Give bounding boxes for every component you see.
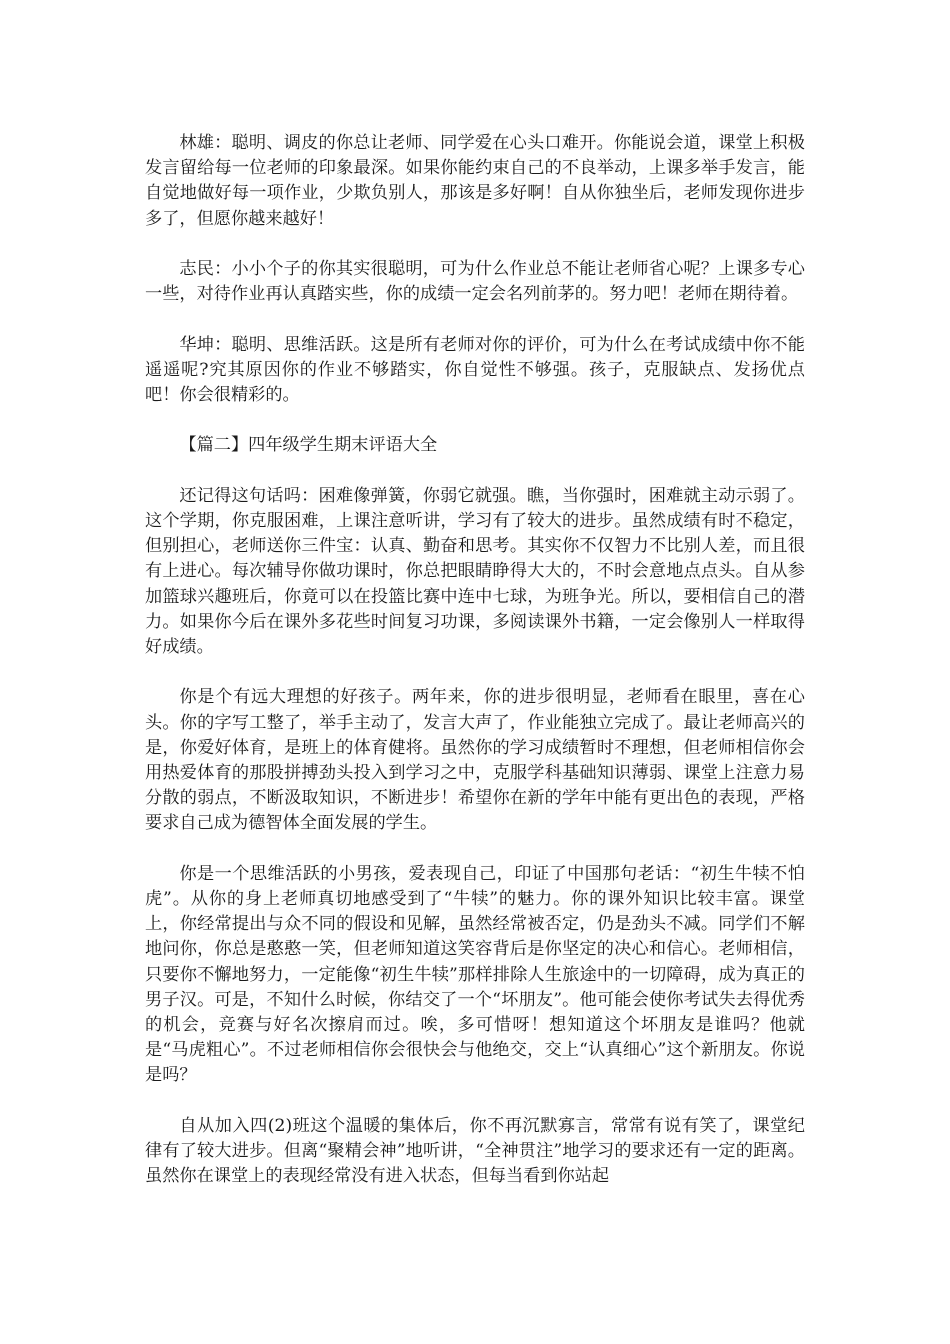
paragraph-comment-3: 你是一个思维活跃的小男孩，爱表现自己，印证了中国那句老话：“初生牛犊不怕虎”。从你的身上老师真切地感受到了“牛犊”的魅力。你的课外知识比较丰富。课堂上，你经常提出与众不同的假设和见解，虽然经常被否定，仍是劲头不减。同学们不解地问你，你总是憨憨一笑，但老师知道这笑容背后是你坚定的决心和信心。老师相信，只要你不懈地努力，一定能像“初生牛犊”那样排除人生旅途中的一切障碍，成为真正的男子汉。可是，不知什么时候，你结交了一个“坏朋友”。他可能会使你考试失去得优秀的机会，竞赛与好名次擦肩而过。唉，多可惜呀！想知道这个坏朋友是谁吗？他就是“马虎粗心”。不过老师相信你会很快会与他绝交，交上“认真细心”这个新朋友。你说是吗？ [145, 863, 805, 1086]
paragraph-zhimin: 志民：小小个子的你其实很聪明，可为什么作业总不能让老师省心呢？上课多专心一些，对待作业再认真踏实些，你的成绩一定会名列前茅的。努力吧！老师在期待着。 [145, 259, 805, 305]
paragraph-huakun: 华坤：聪明、思维活跃。这是所有老师对你的评价，可为什么在考试成绩中你不能遥遥呢?究其原因你的作业不够踏实，你自觉性不够强。孩子，克服缺点、发扬优点吧！你会很精彩的。 [145, 334, 805, 405]
section-title: 【篇二】四年级学生期末评语大全 [179, 435, 438, 456]
paragraph-comment-2: 你是个有远大理想的好孩子。两年来，你的进步很明显，老师看在眼里，喜在心头。你的字写工整了，举手主动了，发言大声了，作业能独立完成了。最让老师高兴的是，你爱好体育，是班上的体育健将。虽然你的学习成绩暂时不理想，但老师相信你会用热爱体育的那股拼搏劲头投入到学习之中，克服学科基础知识薄弱、课堂上注意力易分散的弱点，不断汲取知识，不断进步！希望你在新的学年中能有更出色的表现，严格要求自己成为德智体全面发展的学生。 [145, 687, 805, 834]
paragraph-comment-4: 自从加入四(2)班这个温暖的集体后，你不再沉默寡言，常常有说有笑了，课堂纪律有了较大进步。但离“聚精会神”地听讲，“全神贯注”地学习的要求还有一定的距离。虽然你在课堂上的表现经常没有进入状态，但每当看到你站起 [145, 1115, 805, 1187]
paragraph-linxiong: 林雄：聪明、调皮的你总让老师、同学爱在心头口难开。你能说会道，课堂上积极发言留给每一位老师的印象最深。如果你能约束自己的不良举动，上课多举手发言，能自觉地做好每一项作业，少欺负别人，那该是多好啊！自从你独坐后，老师发现你进步多了，但愿你越来越好！ [145, 133, 805, 229]
paragraph-comment-1: 还记得这句话吗：困难像弹簧，你弱它就强。瞧，当你强时，困难就主动示弱了。这个学期，你克服困难，上课注意听讲，学习有了较大的进步。虽然成绩有时不稳定，但别担心，老师送你三件宝：认真、勤奋和思考。其实你不仅智力不比别人差，而且很有上进心。每次辅导你做功课时，你总把眼睛睁得大大的，不时会意地点点头。自从参加篮球兴趣班后，你竟可以在投篮比赛中连中七球，为班争光。所以，要相信自己的潜力。如果你今后在课外多花些时间复习功课，多阅读课外书籍，一定会像别人一样取得好成绩。 [145, 485, 805, 657]
document-body [145, 131, 805, 1215]
